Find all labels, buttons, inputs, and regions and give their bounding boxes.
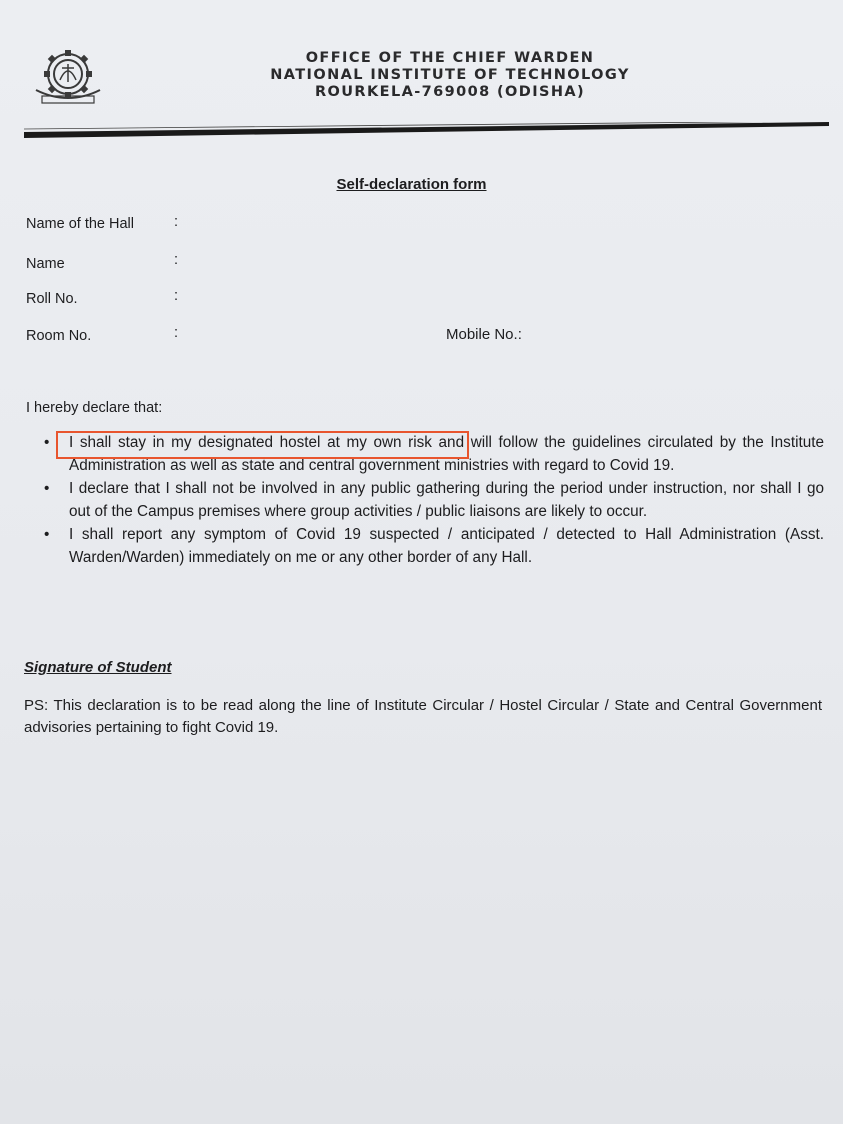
declaration-item	[24, 478, 824, 523]
declaration-text: I declare that I shall not be involved in any public gathering during the period under instruction, nor shall I go out of the Campus premises where group activities / public liaisons are likely to occur.	[69, 480, 824, 520]
bullet-icon: •	[44, 480, 50, 497]
highlight-box	[56, 431, 469, 459]
letterhead	[250, 50, 650, 101]
form-title: Self-declaration form	[336, 176, 487, 193]
field-label-hall: Name of the Hall	[26, 216, 134, 232]
field-colon-room: :	[174, 325, 179, 341]
declaration-text: I shall report any symptom of Covid 19 suspected / anticipated / detected to Hall Administration (Asst. Warden/Warden) immediately on me or any other border of any Hall.	[69, 526, 824, 566]
declaration-item	[24, 524, 824, 569]
declaration-intro: I hereby declare that:	[26, 400, 163, 416]
institute-address: ROURKELA-769008 (ODISHA)	[314, 84, 586, 100]
bullet-icon: •	[44, 434, 50, 451]
field-colon-roll: :	[174, 288, 179, 304]
institute-name: NATIONAL INSTITUTE OF TECHNOLOGY	[270, 67, 630, 83]
field-colon-name: :	[174, 252, 179, 268]
field-colon-hall: :	[174, 214, 179, 230]
institute-emblem-icon	[30, 46, 106, 108]
signature-label: Signature of Student	[24, 659, 172, 676]
bullet-icon: •	[44, 526, 50, 543]
field-label-mobile: Mobile No.:	[446, 326, 522, 343]
field-label-roll: Roll No.	[26, 291, 78, 307]
field-label-name: Name	[26, 256, 65, 272]
field-label-room: Room No.	[26, 328, 92, 344]
office-title: OFFICE OF THE CHIEF WARDEN	[305, 50, 595, 66]
postscript-note: PS: This declaration is to be read along the line of Institute Circular / Hostel Circular / State and Central Government advisories pertaining to fight Covid 19.	[24, 697, 822, 736]
declaration-text: I shall stay in my designated hostel at my own risk and will follow the guidelines circulated by the Institute Administration as well as state and central government ministries with regard to Covid 19.	[69, 434, 824, 474]
header-divider	[24, 122, 829, 138]
